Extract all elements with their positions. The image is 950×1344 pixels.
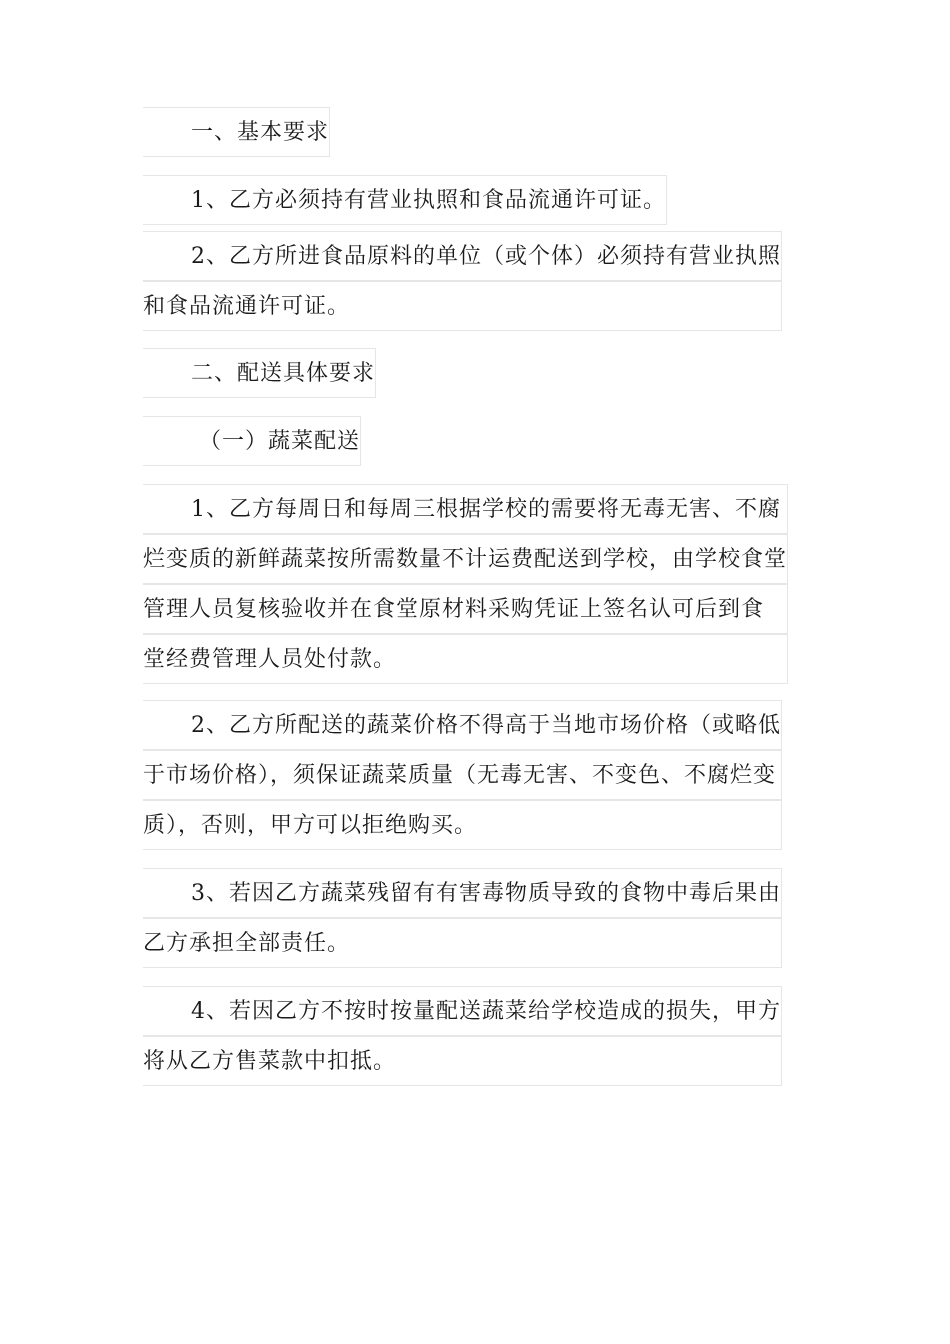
- paragraph-requirement-2: [143, 231, 782, 331]
- text-line: （一）蔬菜配送: [143, 416, 361, 466]
- text-line: 和食品流通许可证。: [143, 281, 782, 331]
- text-line: 质），否则，甲方可以拒绝购买。: [143, 800, 782, 850]
- text-line: 堂经费管理人员处付款。: [143, 634, 788, 684]
- text-line: 乙方承担全部责任。: [143, 918, 782, 968]
- text-line: 一、基本要求: [143, 107, 330, 157]
- text-line: 2、乙方所进食品原料的单位（或个体）必须持有营业执照: [143, 231, 782, 281]
- text-line: 管理人员复核验收并在食堂原材料采购凭证上签名认可后到食: [143, 584, 788, 634]
- text-line: 烂变质的新鲜蔬菜按所需数量不计运费配送到学校，由学校食堂: [143, 534, 788, 584]
- paragraph-vegetable-1: [143, 484, 788, 684]
- heading-basic-requirements: [143, 107, 330, 157]
- text-line: 将从乙方售菜款中扣抵。: [143, 1036, 782, 1086]
- heading-delivery-requirements: [143, 348, 376, 398]
- paragraph-requirement-1: [143, 175, 667, 225]
- text-line: 2、乙方所配送的蔬菜价格不得高于当地市场价格（或略低: [143, 700, 782, 750]
- text-line: 1、乙方必须持有营业执照和食品流通许可证。: [143, 175, 667, 225]
- paragraph-vegetable-3: [143, 868, 782, 968]
- text-line: 于市场价格），须保证蔬菜质量（无毒无害、不变色、不腐烂变: [143, 750, 782, 800]
- paragraph-vegetable-4: [143, 986, 782, 1086]
- heading-vegetable-delivery: [143, 416, 361, 466]
- text-line: 1、乙方每周日和每周三根据学校的需要将无毒无害、不腐: [143, 484, 788, 534]
- text-line: 二、配送具体要求: [143, 348, 376, 398]
- text-line: 4、若因乙方不按时按量配送蔬菜给学校造成的损失，甲方: [143, 986, 782, 1036]
- paragraph-vegetable-2: [143, 700, 782, 850]
- text-line: 3、若因乙方蔬菜残留有有害毒物质导致的食物中毒后果由: [143, 868, 782, 918]
